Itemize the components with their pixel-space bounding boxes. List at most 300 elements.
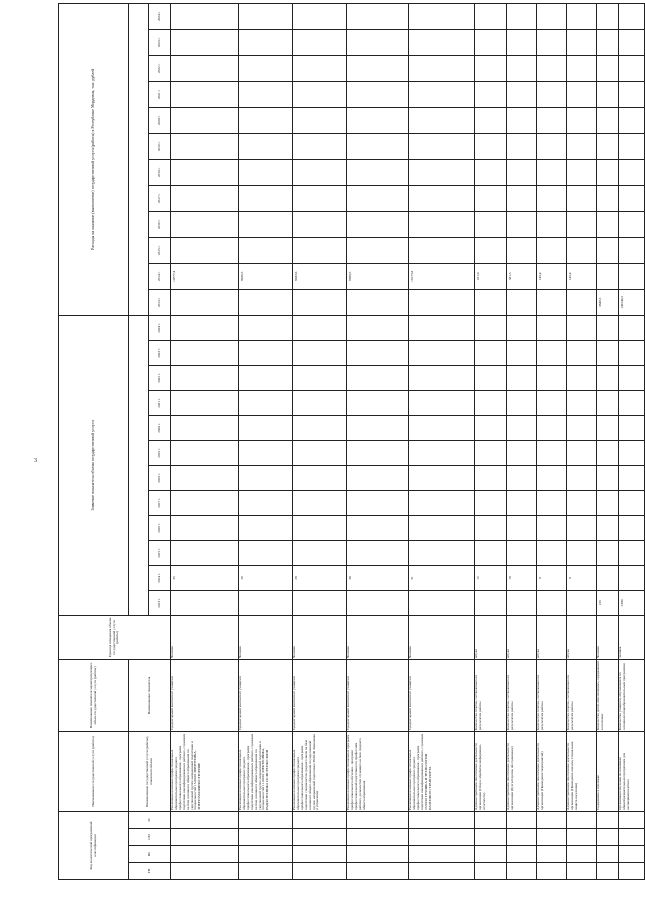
- code-cell: [619, 811, 645, 828]
- expense-cell: [619, 55, 645, 81]
- expense-cell: [475, 29, 507, 55]
- volume-cell: [507, 365, 537, 390]
- volume-cell: [619, 340, 645, 365]
- service-name-cell: Организация обучения по основным общеобразовательным программам для несовершеннолетних: [619, 731, 645, 811]
- expense-cell: 221,0: [475, 263, 507, 289]
- code-cell: [537, 829, 567, 846]
- table-row: [507, 3, 537, 879]
- volume-cell: [475, 340, 507, 365]
- expense-cell: 9980,5: [347, 263, 409, 289]
- expense-cell: [171, 185, 239, 211]
- volume-cell: [537, 415, 567, 440]
- expense-cell: [537, 211, 567, 237]
- code-cell: [293, 846, 347, 863]
- expense-cell: [567, 81, 597, 107]
- table-row: [597, 3, 619, 879]
- expense-cell: [567, 107, 597, 133]
- expense-cell: 19175,8: [409, 263, 475, 289]
- expense-cell: [171, 107, 239, 133]
- expense-cell: 8936,5: [239, 263, 293, 289]
- expense-cell: [507, 185, 537, 211]
- volume-year-11: 2024 г.: [149, 315, 171, 340]
- expense-year-7: 2020 г.: [149, 107, 171, 133]
- table-row: [239, 3, 293, 879]
- expense-cell: [475, 211, 507, 237]
- expense-cell: [347, 289, 409, 315]
- volume-cell: [347, 365, 409, 390]
- code-cell: [567, 863, 597, 880]
- volume-cell: [507, 340, 537, 365]
- code-cell: [171, 829, 239, 846]
- expense-cell: [619, 237, 645, 263]
- expense-cell: [293, 55, 347, 81]
- expense-cell: [507, 81, 537, 107]
- expense-cell: [239, 289, 293, 315]
- code-cell: [597, 846, 619, 863]
- expense-cell: [475, 81, 507, 107]
- code-cell: [475, 863, 507, 880]
- volume-cell: [347, 390, 409, 415]
- volume-cell: [619, 540, 645, 565]
- volume-cell: [567, 540, 597, 565]
- service-name-cell: Административное обеспечение деятельности организации (Проведение анализа, Социальная защита населения): [567, 731, 597, 811]
- expense-cell: [347, 211, 409, 237]
- volume-cell: [347, 315, 409, 340]
- volume-cell: [409, 540, 475, 565]
- volume-cell: [171, 440, 239, 465]
- expense-cell: [619, 3, 645, 29]
- indicator-name-cell: Количество отчетов, составленных по результатам работы: [507, 659, 537, 731]
- volume-cell: [409, 365, 475, 390]
- expense-cell: [293, 29, 347, 55]
- table-row: [293, 3, 347, 879]
- volume-cell: [597, 440, 619, 465]
- expense-cell: 3849,5: [597, 289, 619, 315]
- volume-cell: [567, 490, 597, 515]
- volume-cell: 51: [409, 565, 475, 590]
- volume-cell: [409, 315, 475, 340]
- service-name-cell: Реализация основных профессиональных образовательных программ среднего профессионального образования - программ подготовки специалистов среднего звена на базе основного общего образования по укрупненной группе направлений подготовки 38.00.00 Экономика и управление: [293, 731, 347, 811]
- code-cell: [347, 829, 409, 846]
- expense-cell: [347, 29, 409, 55]
- volume-cell: [507, 590, 537, 615]
- volume-cell: [239, 315, 293, 340]
- volume-cell: [537, 390, 567, 415]
- code-cell: [537, 846, 567, 863]
- code-cell: [537, 811, 567, 828]
- volume-cell: [537, 590, 567, 615]
- code-cell: [507, 863, 537, 880]
- expense-cell: [537, 289, 567, 315]
- expense-cell: [239, 159, 293, 185]
- volume-cell: [507, 315, 537, 340]
- expense-year-6: 2019 г.: [149, 133, 171, 159]
- indicator-name-cell: Количество отчетов, составленных по результатам работы: [567, 659, 597, 731]
- expense-cell: [239, 81, 293, 107]
- unit-cell: штука: [567, 615, 597, 659]
- code-col-pp: Пп: [129, 846, 171, 863]
- expense-cell: [597, 237, 619, 263]
- code-cell: [507, 846, 537, 863]
- volume-cell: [239, 415, 293, 440]
- volume-cell: [597, 540, 619, 565]
- expense-cell: [507, 237, 537, 263]
- expense-cell: [475, 3, 507, 29]
- volume-cell: 2380: [619, 590, 645, 615]
- unit-cell: штука: [475, 615, 507, 659]
- table-body: [171, 3, 645, 879]
- volume-cell: [239, 490, 293, 515]
- volume-cell: [347, 415, 409, 440]
- expense-cell: [239, 29, 293, 55]
- table-row: [409, 3, 475, 879]
- service-name-cell: Реализация основных профессиональных образовательных программ среднего профессионального образования - программ подготовки квалифицированных рабочих, служащих на базе основного общего образования по укрупненной группе направлений подготовки и специальностей 11.00.00 ЭЛЕКТРОНИКА, РАДИОТЕХНИКА И СИСТЕМЫ СВЯЗИ: [239, 731, 293, 811]
- expense-cell: [239, 237, 293, 263]
- expense-cell: [347, 185, 409, 211]
- code-col-gp: ГП: [129, 863, 171, 880]
- service-name-cell: Реализация основных профессиональных образовательных программ среднего профессионального образования - программ подготовки квалифицированных рабочих, служащих 23.00.00 ТЕХНИКА И ТЕХНОЛОГИИ НАЗЕМНОГО ТРАНСПОРТА: [409, 731, 475, 811]
- table-row: [619, 3, 645, 879]
- table-row: [567, 3, 597, 879]
- expense-cell: [293, 159, 347, 185]
- service-name-cell: Административное обеспечение деятельности организации (Бухгалтерское обслуживание): [507, 731, 537, 811]
- indicator-name-cell: Среднегодовой контингент учащихся: [239, 659, 293, 731]
- expense-cell: [597, 3, 619, 29]
- volume-cell: [239, 440, 293, 465]
- volume-cell: [475, 490, 507, 515]
- volume-cell: [293, 415, 347, 440]
- expense-cell: [567, 55, 597, 81]
- volume-cell: [171, 365, 239, 390]
- volume-year-3: 2016 г.: [149, 515, 171, 540]
- expense-cell: [537, 133, 567, 159]
- indicator-name-cell: Среднегодовой контингент учащихся: [347, 659, 409, 731]
- volume-cell: [567, 315, 597, 340]
- expense-cell: [239, 133, 293, 159]
- volume-cell: [409, 515, 475, 540]
- volume-cell: [409, 390, 475, 415]
- code-cell: [171, 846, 239, 863]
- expense-cell: [293, 81, 347, 107]
- expense-cell: [597, 211, 619, 237]
- volume-cell: [347, 490, 409, 515]
- volume-cell: [347, 465, 409, 490]
- code-cell: [567, 829, 597, 846]
- expense-cell: [409, 107, 475, 133]
- service-header: Наименование государственной услуги (работы): [59, 731, 129, 811]
- expense-year-10: 2023 г.: [149, 29, 171, 55]
- expense-cell: [507, 289, 537, 315]
- volume-cell: [171, 490, 239, 515]
- expense-cell: [409, 55, 475, 81]
- expense-cell: [293, 107, 347, 133]
- expense-cell: [507, 159, 537, 185]
- expense-year-8: 2021 г.: [149, 81, 171, 107]
- volume-cell: [293, 465, 347, 490]
- volume-year-8: 2021 г.: [149, 390, 171, 415]
- volume-cell: [619, 365, 645, 390]
- volume-year-7: 2020 г.: [149, 415, 171, 440]
- services-table: [58, 3, 645, 880]
- volume-cell: [475, 315, 507, 340]
- expense-cell: [293, 289, 347, 315]
- expense-cell: [171, 3, 239, 29]
- expense-cell: [171, 133, 239, 159]
- volume-cell: [475, 540, 507, 565]
- volume-year-4: 2017 г.: [149, 490, 171, 515]
- service-name-cell: Реализация основных профессиональных образовательных программ среднего профессионального образования - программ подготовки квалифицированных рабочих, служащих на базе основного общего образования по укрупненной группе направлений подготовки и специальностей 15.00.00 ЭНЕРГЕТИКА, ЭНЕРГОМАШИНОСТРОЕНИЕ: [171, 731, 239, 811]
- expense-cell: 145,4: [537, 263, 567, 289]
- expense-cell: [475, 55, 507, 81]
- volume-cell: [537, 465, 567, 490]
- volume-cell: 8: [537, 565, 567, 590]
- expense-cell: [597, 185, 619, 211]
- volume-cell: [171, 415, 239, 440]
- volume-cell: 18: [507, 565, 537, 590]
- volume-cell: [347, 590, 409, 615]
- volume-cell: [293, 315, 347, 340]
- service-name-cell: Административное обеспечение деятельности организации (Проведение мероприятий): [537, 731, 567, 811]
- expense-cell: [537, 81, 567, 107]
- volume-cell: [597, 390, 619, 415]
- expense-cell: [537, 55, 567, 81]
- expense-cell: [409, 237, 475, 263]
- volume-cell: [171, 340, 239, 365]
- indicator-name-cell: Количество отчетов, составленных по результатам работы: [475, 659, 507, 731]
- expense-cell: [597, 29, 619, 55]
- volume-cell: [239, 465, 293, 490]
- service-subheader: Наименование государственной услуги (работы), показателя объема: [129, 731, 171, 811]
- expense-cell: [619, 211, 645, 237]
- expense-cell: [409, 133, 475, 159]
- unit-cell: штука: [507, 615, 537, 659]
- volume-cell: [239, 540, 293, 565]
- expense-cell: 149144,5: [619, 289, 645, 315]
- page-number: 3: [34, 458, 37, 464]
- code-cell: [239, 811, 293, 828]
- volume-cell: 12: [475, 565, 507, 590]
- expense-cell: [507, 3, 537, 29]
- expense-cell: [293, 211, 347, 237]
- expense-cell: [507, 29, 537, 55]
- expense-cell: [475, 133, 507, 159]
- volume-cell: [597, 340, 619, 365]
- expense-cell: [567, 159, 597, 185]
- code-cell: [293, 811, 347, 828]
- expense-year-5: 2018 г.: [149, 159, 171, 185]
- code-cell: [619, 863, 645, 880]
- expense-cell: [567, 237, 597, 263]
- volume-cell: [293, 490, 347, 515]
- expense-cell: [619, 133, 645, 159]
- volume-cell: [537, 365, 567, 390]
- volume-cell: [597, 565, 619, 590]
- volume-cell: [475, 390, 507, 415]
- expense-cell: [619, 263, 645, 289]
- volume-cell: [537, 440, 567, 465]
- expense-cell: [619, 159, 645, 185]
- code-cell: [409, 863, 475, 880]
- volume-cell: [409, 440, 475, 465]
- table-row: [537, 3, 567, 879]
- volume-cell: [239, 390, 293, 415]
- unit-cell: Человек: [409, 615, 475, 659]
- expense-cell: [597, 81, 619, 107]
- code-cell: [171, 811, 239, 828]
- volume-cell: [171, 465, 239, 490]
- expense-cell: [171, 81, 239, 107]
- expense-cell: [293, 133, 347, 159]
- expense-cell: [567, 185, 597, 211]
- code-cell: [567, 811, 597, 828]
- unit-cell: Человек: [347, 615, 409, 659]
- volume-year-10: 2023 г.: [149, 340, 171, 365]
- expense-cell: [475, 185, 507, 211]
- expense-cell: [537, 237, 567, 263]
- expense-cell: 8033,6: [293, 263, 347, 289]
- volume-cell: [567, 415, 597, 440]
- volume-cell: [567, 590, 597, 615]
- volume-cell: [293, 440, 347, 465]
- volume-cell: [507, 415, 537, 440]
- expense-cell: [475, 289, 507, 315]
- unit-cell: Человек: [171, 615, 239, 659]
- code-cell: [239, 829, 293, 846]
- volume-year-6: 2019 г.: [149, 440, 171, 465]
- expense-cell: [567, 211, 597, 237]
- expense-cell: [347, 237, 409, 263]
- expense-cell: [567, 29, 597, 55]
- volume-cell: [171, 590, 239, 615]
- indicator-name-cell: Количество отчетов, составленных по результатам работы: [537, 659, 567, 731]
- volume-cell: [475, 465, 507, 490]
- service-name-cell: Административное обеспечение деятельности организации (Сбор и обработка информации, отчетности): [475, 731, 507, 811]
- expense-cell: [475, 237, 507, 263]
- volume-year-2: 2015 г.: [149, 540, 171, 565]
- indicator-header: Наименование показателя характеризующего объем государственной услуги (работы): [59, 659, 129, 731]
- volume-cell: [409, 465, 475, 490]
- expense-cell: [293, 3, 347, 29]
- code-cell: [239, 863, 293, 880]
- expense-cell: [507, 107, 537, 133]
- expense-cell: 331,5: [507, 263, 537, 289]
- volume-cell: [347, 340, 409, 365]
- expense-cell: 10777,4: [171, 263, 239, 289]
- volume-cell: [537, 515, 567, 540]
- expense-cell: [619, 107, 645, 133]
- volume-year-1: 2014 г.: [149, 565, 171, 590]
- volume-cell: [347, 440, 409, 465]
- service-name-cell: Содержание в ночлежке: [597, 731, 619, 811]
- volume-cell: [507, 390, 537, 415]
- expense-cell: [537, 29, 567, 55]
- expense-cell: [409, 211, 475, 237]
- volume-cell: [567, 340, 597, 365]
- volume-cell: 8: [567, 565, 597, 590]
- volume-cell: [475, 440, 507, 465]
- expense-cell: [567, 133, 597, 159]
- expense-cell: [507, 211, 537, 237]
- code-cell: [597, 829, 619, 846]
- expense-year-1: 2014 г.: [149, 263, 171, 289]
- volume-cell: 30: [347, 565, 409, 590]
- indicator-subheader: Наименование показателя: [129, 659, 171, 731]
- expense-cell: [347, 107, 409, 133]
- volume-cell: [619, 490, 645, 515]
- expense-cell: [239, 3, 293, 29]
- code-cell: [475, 829, 507, 846]
- volume-cell: [239, 365, 293, 390]
- expense-cell: [409, 159, 475, 185]
- expense-cell: [475, 107, 507, 133]
- code-cell: [293, 829, 347, 846]
- volume-cell: [567, 440, 597, 465]
- volume-cell: [619, 315, 645, 340]
- expense-cell: [619, 81, 645, 107]
- volume-cell: [507, 440, 537, 465]
- volume-cell: [475, 415, 507, 440]
- volume-cell: [293, 590, 347, 615]
- table-row: [347, 3, 409, 879]
- indicator-name-cell: Количество учащихся, обучающихся по основным общеобразовательным программам: [619, 659, 645, 731]
- expense-cell: [597, 263, 619, 289]
- volume-cell: [475, 590, 507, 615]
- expense-cell: [171, 237, 239, 263]
- expense-cell: [239, 185, 293, 211]
- code-cell: [597, 811, 619, 828]
- volume-cell: [597, 465, 619, 490]
- volume-cell: [619, 565, 645, 590]
- expense-cell: [239, 107, 293, 133]
- volume-cell: [619, 440, 645, 465]
- volume-cell: [409, 590, 475, 615]
- code-cell: [347, 846, 409, 863]
- expense-cell: [567, 289, 597, 315]
- volume-cell: [239, 340, 293, 365]
- expense-cell: [347, 159, 409, 185]
- volume-cell: [293, 390, 347, 415]
- expense-year-2: 2015 г.: [149, 237, 171, 263]
- code-cell: [537, 863, 567, 880]
- code-cell: [507, 829, 537, 846]
- volume-cell: [475, 515, 507, 540]
- volume-cell: [171, 315, 239, 340]
- expense-cell: [537, 107, 567, 133]
- volume-cell: [239, 590, 293, 615]
- volume-year-9: 2022 г.: [149, 365, 171, 390]
- expense-cell: [507, 133, 537, 159]
- table-row: [475, 3, 507, 879]
- expense-cell: 145,4: [567, 263, 597, 289]
- expense-cell: [171, 29, 239, 55]
- expense-cell: [347, 81, 409, 107]
- volume-cell: [567, 365, 597, 390]
- volume-cell: [293, 365, 347, 390]
- volume-cell: [347, 515, 409, 540]
- expense-cell: [239, 211, 293, 237]
- unit-header: Единица измерения объема государственной услуги (работы): [59, 615, 171, 659]
- volume-cell: [409, 415, 475, 440]
- expense-year-11: 2024 г.: [149, 3, 171, 29]
- expense-cell: [409, 3, 475, 29]
- expense-cell: [171, 289, 239, 315]
- code-cell: [347, 811, 409, 828]
- code-cell: [293, 863, 347, 880]
- code-cell: [475, 846, 507, 863]
- code-cell: [597, 863, 619, 880]
- volume-cell: [619, 390, 645, 415]
- expense-year-4: 2017 г.: [149, 185, 171, 211]
